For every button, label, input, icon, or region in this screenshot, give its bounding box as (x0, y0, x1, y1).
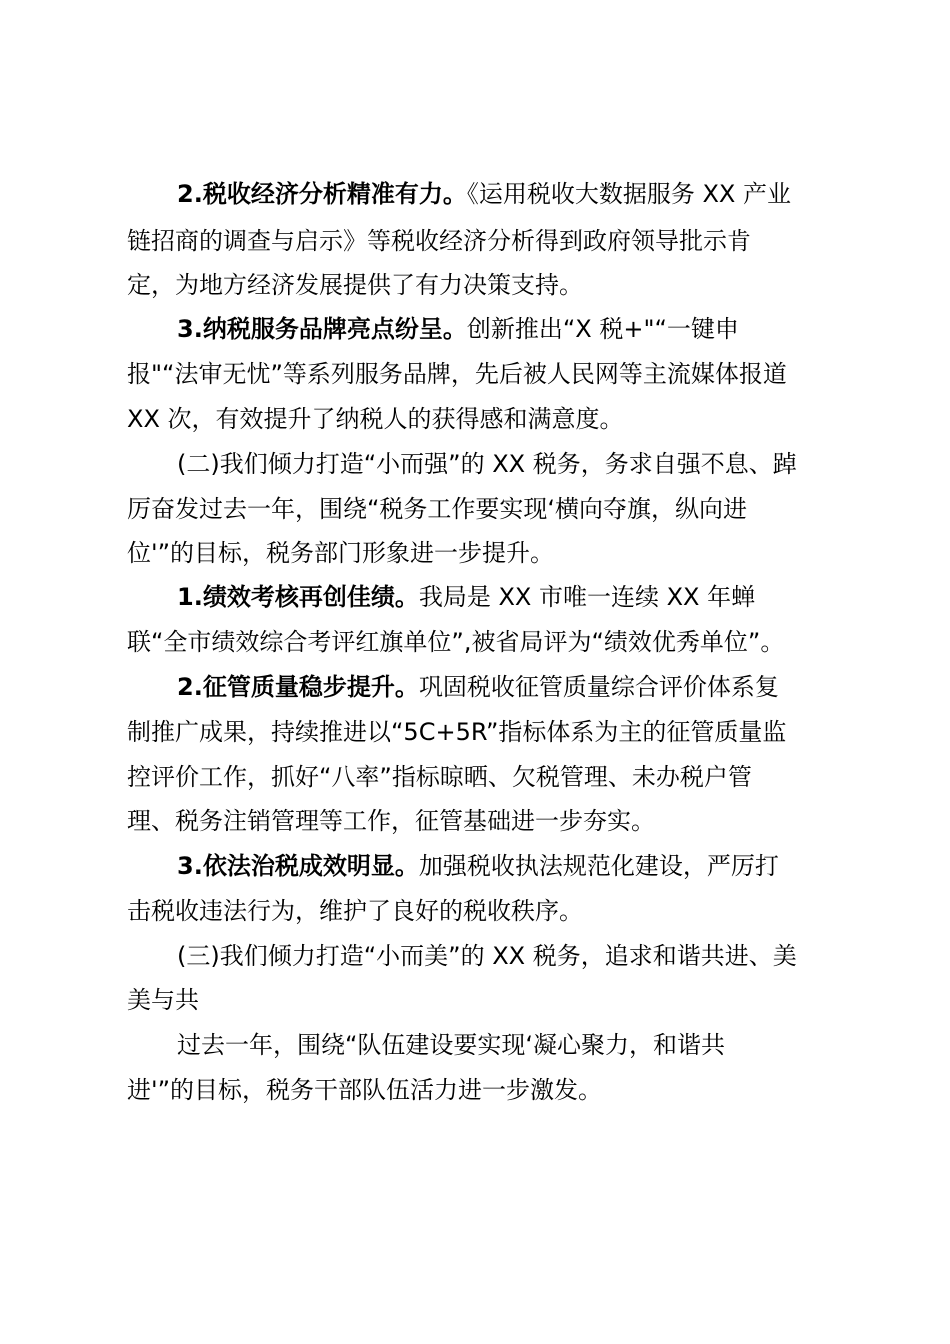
paragraph-line: 美与共 (127, 986, 199, 1014)
paragraph-heading: 2.征管质量稳步提升。 (177, 673, 419, 701)
paragraph-heading: 3.依法治税成效明显。 (177, 852, 419, 880)
paragraph-line (177, 672, 779, 702)
paragraph-line: 联“全市绩效综合考评红旗单位”,被省局评为“绩效优秀单位”。 (127, 628, 785, 656)
paragraph-line: 过去一年，围绕“队伍建设要实现‘凝心聚力，和谐共 (177, 1031, 726, 1059)
paragraph-text: 加强税收执法规范化建设，严厉打 (418, 852, 779, 880)
paragraph-text: 巩固税收征管质量综合评价体系复 (418, 673, 779, 701)
paragraph-line: 控评价工作，抓好“八率”指标晾晒、欠税管理、未办税户管 (127, 763, 752, 791)
paragraph-text: 《运用税收大数据服务 XX 产业 (466, 180, 791, 208)
paragraph-line: (三)我们倾力打造“小而美”的 XX 税务，追求和谐共进、美 (177, 942, 797, 970)
paragraph-line (177, 179, 791, 209)
paragraph-line: (二)我们倾力打造“小而强”的 XX 税务，务求自强不息、踔 (177, 450, 797, 478)
paragraph-text: 我局是 XX 市唯一连续 XX 年蝉 (418, 583, 756, 611)
paragraph-line: 链招商的调查与启示》等税收经济分析得到政府领导批示肯 (127, 227, 751, 255)
paragraph-line: 定，为地方经济发展提供了有力决策支持。 (127, 271, 583, 299)
paragraph-heading: 2.税收经济分析精准有力。 (177, 180, 467, 208)
paragraph-line: 进'”的目标，税务干部队伍活力进一步激发。 (127, 1076, 603, 1104)
paragraph-line: 厉奋发过去一年，围绕“税务工作要实现‘横向夺旗，纵向进 (127, 495, 748, 523)
paragraph-line: 报"“法审无忧”等系列服务品牌，先后被人民网等主流媒体报道 (127, 360, 787, 388)
paragraph-line (177, 851, 779, 881)
paragraph-line: 击税收违法行为，维护了良好的税收秩序。 (127, 897, 583, 925)
paragraph-heading: 1.绩效考核再创佳绩。 (177, 583, 419, 611)
paragraph-line: 理、税务注销管理等工作，征管基础进一步夯实。 (127, 807, 655, 835)
paragraph-line (177, 582, 755, 612)
paragraph-line (177, 314, 739, 344)
paragraph-line: 位'”的目标，税务部门形象进一步提升。 (127, 539, 555, 567)
paragraph-text: 创新推出“X 税+"“一键申 (466, 315, 739, 343)
paragraph-line: 制推广成果，持续推进以“5C+5R”指标体系为主的征管质量监 (127, 718, 787, 746)
paragraph-heading: 3.纳税服务品牌亮点纷呈。 (177, 315, 467, 343)
paragraph-line: XX 次，有效提升了纳税人的获得感和满意度。 (127, 405, 624, 433)
